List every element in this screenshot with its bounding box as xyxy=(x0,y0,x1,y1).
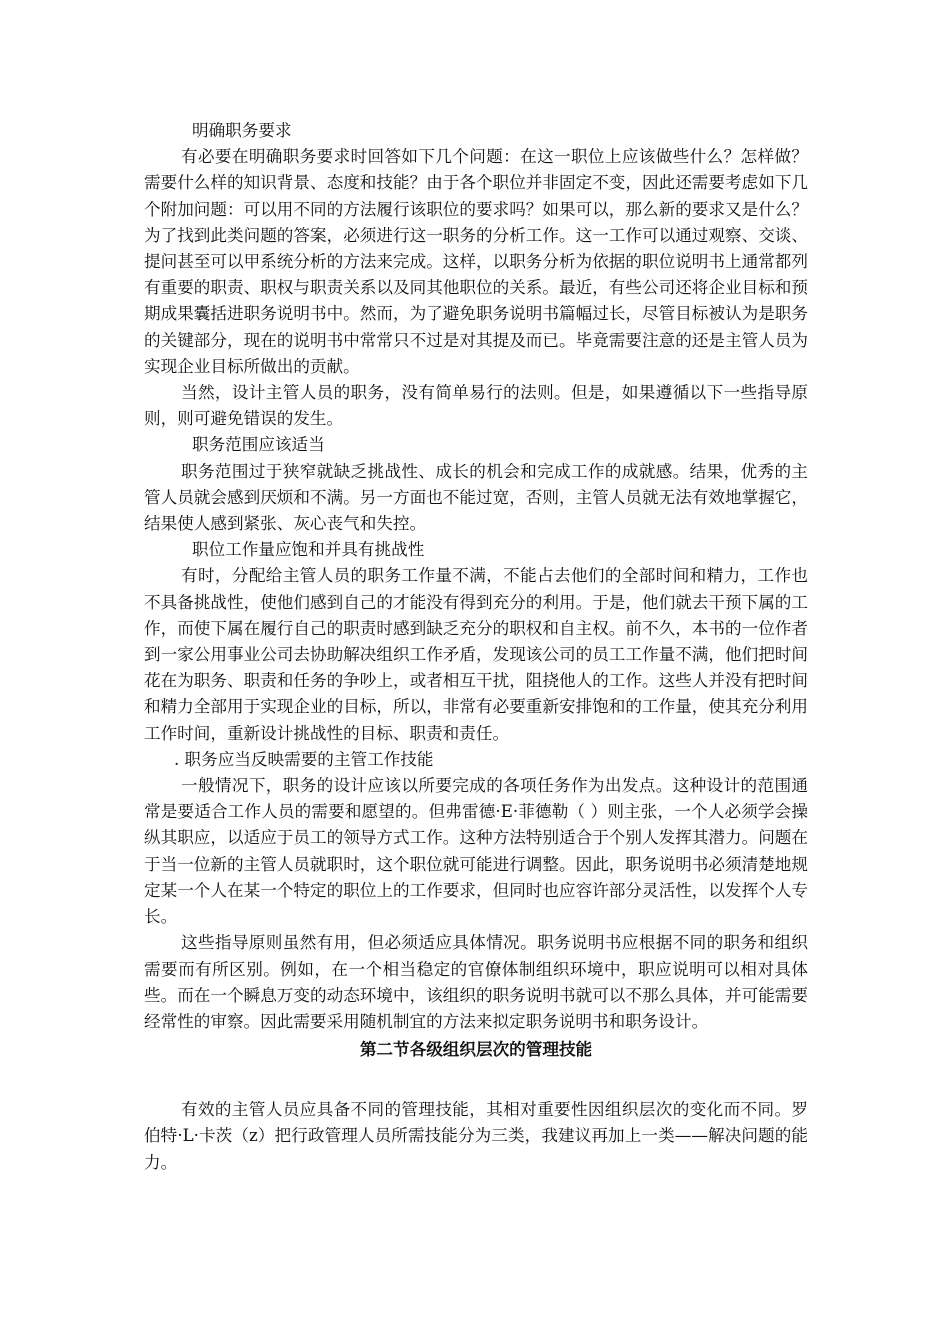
heading-define-job-requirements: 明确职务要求 xyxy=(192,121,292,140)
paragraph-guidelines-usage: 这些指导原则虽然有用，但必须适应具体情况。职务说明书应根据不同的职务和组织需要而有所区别。例如，在一个相当稳定的官僚体制组织环境中，职应说明可以相对具体些。而在一个瞬息万变的动态环境中，该组织的职务说明书就可以不那么具体，并可能需要经常性的审察。因此需要采用随机制宜的方法来拟定职务说明书和职务设计。 xyxy=(144,933,808,1031)
paragraph-management-skills: 一般情况下，职务的设计应该以所要完成的各项任务作为出发点。这种设计的范围通常是要适合工作人员的需要和愿望的。但弗雷德·E·菲德勒（ ）则主张，一个人必须学会操纵其职应，以适应于员工的领导方式工作。这种方法特别适合于个别人发挥其潜力。问题在于当一位新的主管人员就职时，这个职位就可能进行调整。因此，职务说明书必须清楚地规定某一个人在某一个特定的职位上的工作要求，但同时也应容许部分灵活性，以发挥个人专长。 xyxy=(144,776,808,927)
section-title: 第二节各级组织层次的管理技能 xyxy=(359,1039,593,1060)
heading-workload-challenge: 职位工作量应饱和并具有挑战性 xyxy=(192,540,425,560)
paragraph-design-principles: 当然，设计主管人员的职务，没有简单易行的法则。但是，如果遵循以下一些指导原则，则可避免错误的发生。 xyxy=(144,383,808,429)
heading-job-scope: 职务范围应该适当 xyxy=(192,435,325,455)
paragraph-workload-challenge: 有时，分配给主管人员的职务工作量不满，不能占去他们的全部时间和精力，工作也不具备挑战性，使他们感到自己的才能没有得到充分的利用。于是，他们就去干预下属的工作，而使下属在履行自己的职责时感到缺乏充分的职权和自主权。前不久，本书的一位作者到一家公用事业公司去协助解决组织工作矛盾，发现该公司的员工工作量不满，他们把时间花在为职务、职责和任务的争吵上，或者相互干扰，阻挠他人的工作。这些人并没有把时间和精力全部用于实现企业的目标，所以，非常有必要重新安排饱和的工作量，使其充分利用工作时间，重新设计挑战性的目标、职责和责任。 xyxy=(144,566,808,743)
paragraph-skills-by-level: 有效的主管人员应具备不同的管理技能，其相对重要性因组织层次的变化而不同。罗伯特·L·卡茨（z）把行政管理人员所需技能分为三类，我建议再加上一类——解决问题的能力。 xyxy=(144,1100,808,1172)
heading-management-skills: . 职务应当反映需要的主管工作技能 xyxy=(174,749,434,769)
paragraph-job-requirements: 有必要在明确职务要求时回答如下几个问题：在这一职位上应该做些什么？怎样做？需要什么样的知识背景、态度和技能？由于各个职位并非固定不变，因此还需要考虑如下几个附加问题：可以用不同的方法履行该职位的要求吗？如果可以，那么新的要求又是什么？为了找到此类问题的答案，必须进行这一职务的分析工作。这一工作可以通过观察、交谈、提问甚至可以甲系统分析的方法来完成。这样，以职务分析为依据的职位说明书上通常都列有重要的职责、职权与职责关系以及同其他职位的关系。最近，有些公司还将企业目标和预期成果囊括进职务说明书中。然而，为了避免职务说明书篇幅过长，尽管目标被认为是职务的关键部分，现在的说明书中常常只不过是对其提及而已。毕竟需要注意的还是主管人员为实现企业目标所做出的贡献。 xyxy=(144,147,808,376)
paragraph-job-scope: 职务范围过于狭窄就缺乏挑战性、成长的机会和完成工作的成就感。结果，优秀的主管人员就会感到厌烦和不满。另一方面也不能过宽，否则，主管人员就无法有效地掌握它，结果使人感到紧张、灰心丧气和失控。 xyxy=(144,461,808,534)
document-page xyxy=(144,118,808,1176)
